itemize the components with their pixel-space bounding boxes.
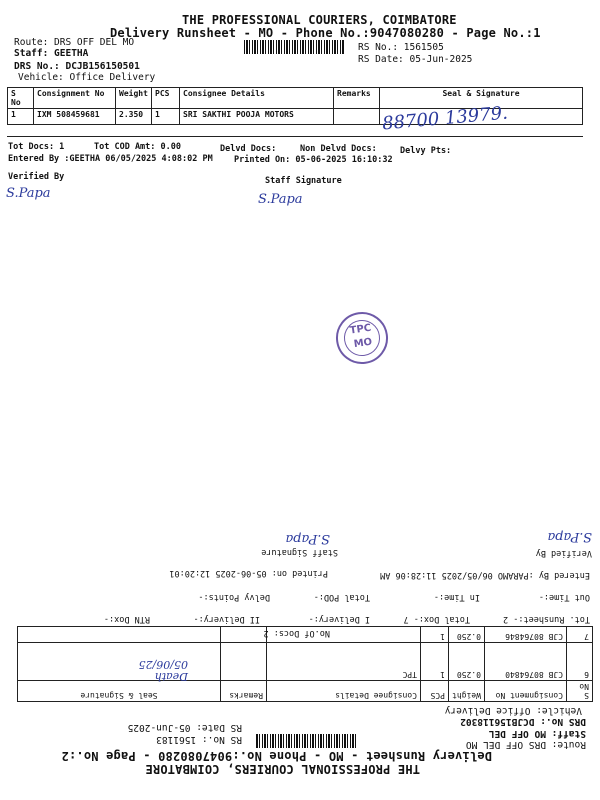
verified-signature: S.Papa	[6, 186, 51, 201]
rs-date: RS Date: 05-Jun-2025	[358, 54, 473, 65]
barcode-icon	[244, 40, 344, 54]
ii-delivery: II Delivery:-	[193, 614, 260, 624]
cell-pcs: 1	[421, 643, 449, 681]
tot-runsheet: Tot. Runsheet:- 2	[503, 614, 590, 624]
cell-pcs: 1	[152, 109, 180, 125]
col-remarks: Remarks	[334, 88, 380, 109]
tot-cod-amt: Tot COD Amt: 0.00	[94, 142, 181, 152]
i-delivery: I Delivery:-	[308, 614, 370, 624]
cell-pcs: 1	[421, 627, 449, 643]
col-seal-signature: Seal & Signature	[380, 88, 583, 109]
cell-remarks	[334, 109, 380, 125]
divider	[7, 136, 583, 137]
entered-by: Entered By :GEETHA 06/05/2025 4:08:02 PM	[8, 154, 213, 164]
delvy-pts: Delvy Pts:	[400, 146, 452, 156]
rs-number: RS No.: 1561505	[358, 42, 444, 53]
col-consignment-2: Consignment No	[485, 681, 567, 702]
cell-weight: 0.250	[449, 643, 485, 681]
staff-signature: S.Papa	[258, 192, 303, 207]
cell-remarks	[221, 627, 267, 643]
col-seal-signature-2: Seal & Signature	[18, 681, 221, 702]
company-name: THE PROFESSIONAL COURIERS, COIMBATORE	[182, 13, 457, 27]
delvd-docs: Delvd Docs:	[220, 144, 277, 154]
runsheet-page-2-inverted	[0, 400, 600, 800]
staff-signature-2: S.Papa	[285, 531, 330, 546]
verified-by-label: Verified By	[8, 172, 65, 182]
out-time: Out Time:-	[538, 592, 590, 602]
no-of-docs: No.Of Docs: 2	[263, 628, 330, 638]
table-row	[18, 643, 593, 681]
tot-docs: Tot Docs: 1	[8, 142, 65, 152]
staff-signature-label: Staff Signature	[265, 176, 342, 186]
cell-sno: 7	[567, 627, 593, 643]
staff-label-2: Staff: MO OFF DEL	[488, 728, 586, 739]
runsheet-title-2: Delivery Runsheet - MO - Phone No.:9047080280 - Page No.:2	[61, 749, 492, 763]
col-consignee: Consignee Details	[180, 88, 334, 109]
total-pod: Total POD:-	[313, 592, 370, 602]
stamp-text-bottom: MO	[353, 336, 373, 351]
col-consignee-2: Consignee Details	[267, 681, 421, 702]
verified-signature-2: S.Papa	[547, 529, 592, 544]
cell-weight: 2.350	[116, 109, 152, 125]
route-label: Route: DRS OFF DEL MO	[14, 37, 135, 48]
col-pcs-2: PCS	[421, 681, 449, 702]
cell-seal	[18, 627, 221, 643]
col-weight-2: Weight	[449, 681, 485, 702]
cell-consignee: SRI SAKTHI POOJA MOTORS	[180, 109, 334, 125]
cell-sno: 1	[8, 109, 34, 125]
cell-seal	[18, 643, 221, 681]
cell-consignee: TPC	[267, 643, 421, 681]
barcode-icon-2	[256, 734, 356, 748]
rs-number-2: RS No.: 1561183	[156, 734, 242, 745]
staff-signature-label-2: Staff Signature	[261, 547, 338, 557]
cell-weight: 0.250	[449, 627, 485, 643]
handwritten-phone: 88700 13979.	[381, 102, 509, 135]
staff-label: Staff: GEETHA	[14, 48, 89, 59]
stamp-text-top: TPC	[349, 322, 372, 337]
printed-on-2: Printed on: 05-06-2025 12:20:01	[169, 568, 328, 578]
delvy-points: Delvy Points:-	[198, 592, 270, 602]
table-header-row-2	[18, 681, 593, 702]
col-sno: S No	[8, 88, 34, 109]
tpc-stamp	[333, 309, 392, 368]
verified-by-label-2: Verified By	[535, 548, 592, 558]
rs-date-2: RS Date: 05-Jun-2025	[127, 722, 242, 733]
entered-by-2: Entered By :PARAMO 06/05/2025 11:28:06 AM	[380, 570, 590, 580]
total-dox: Total Dox:- 7	[403, 614, 470, 624]
cell-consignment: IXM 508459681	[34, 109, 116, 125]
rtn-dox: RTN Dox:-	[103, 614, 150, 624]
col-consignment: Consignment No	[34, 88, 116, 109]
drs-number: DRS No.: DCJB156150501	[14, 61, 140, 72]
non-delvd-docs: Non Delvd Docs:	[300, 144, 377, 154]
cell-sno: 6	[567, 643, 593, 681]
col-weight: Weight	[116, 88, 152, 109]
handwritten-note: Death 05/06/25	[138, 658, 188, 683]
route-label-2: Route: DRS OFF DEL MO	[465, 739, 586, 750]
runsheet-title: Delivery Runsheet - MO - Phone No.:9047080280 - Page No.:1	[110, 26, 541, 40]
company-name-2: THE PROFESSIONAL COURIERS, COIMBATORE	[145, 762, 420, 776]
in-time: In Time:-	[433, 592, 480, 602]
col-remarks-2: Remarks	[221, 681, 267, 702]
col-sno-2: S No	[567, 681, 593, 702]
cell-remarks	[221, 643, 267, 681]
drs-number-2: DRS No.: DCJB156118302	[460, 716, 586, 727]
cell-consignment: CJB 80764840	[485, 643, 567, 681]
col-pcs: PCS	[152, 88, 180, 109]
vehicle-label: Vehicle: Office Delivery	[18, 72, 156, 83]
vehicle-label-2: Vehicle: Office Delivery	[444, 705, 582, 716]
printed-on: Printed On: 05-06-2025 16:10:32	[234, 155, 393, 165]
cell-consignment: CJB 80764846	[485, 627, 567, 643]
